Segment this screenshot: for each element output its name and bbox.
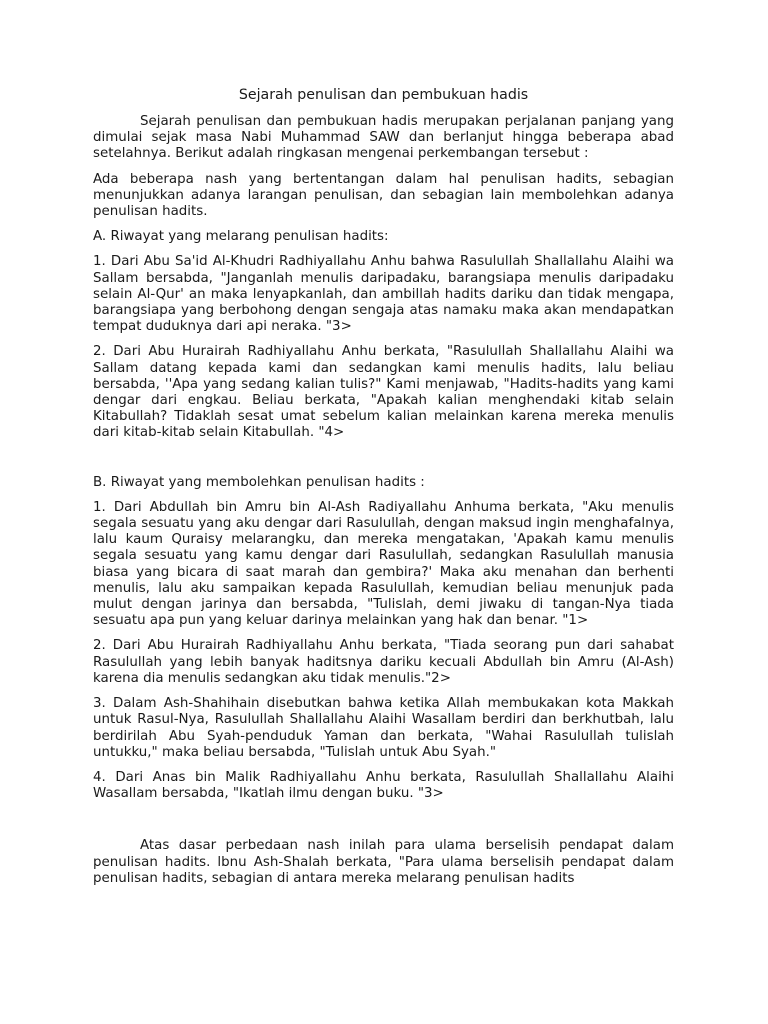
closing-paragraph: Atas dasar perbedaan nash inilah para ulama berselisih pendapat dalam penulisan hadits. lbnu Ash-Shalah berkata, "Para ulama berselisih pendapat dalam penulisan hadits, sebagian di antara mereka melarang penulisan hadits xyxy=(93,838,674,886)
section-a-heading: A. Riwayat yang melarang penulisan hadits: xyxy=(93,229,389,245)
nash-paragraph: Ada beberapa nash yang bertentangan dalam hal penulisan hadits, sebagian menunjukkan adanya larangan penulisan, dan sebagian lain membolehkan adanya penulisan hadits. xyxy=(93,171,674,220)
intro-paragraph: Sejarah penulisan dan pembukuan hadis merupakan perjalanan panjang yang dimulai sejak masa Nabi Muhammad SAW dan berlanjut hingga beberapa abad setelahnya. Berikut adalah ringkasan mengenai perkembangan tersebut : xyxy=(93,114,674,162)
section-b-item-1: 1. Dari Abdullah bin Amru bin Al-Ash Radiyallahu Anhuma berkata, "Aku menulis segala sesuatu yang aku dengar dari Rasulullah, dengan maksud ingin menghafalnya, lalu kaum Quraisy melarangku, dan mereka mengatakan, 'Apakah kamu menulis segala sesuatu yang kamu dengar dari Rasulullah, sedangkan Rasulullah manusia biasa yang bicara di saat marah dan gembira?' Maka aku menahan dan berhenti menulis, lalu aku sampaikan kepada Rasulullah, kemudian beliau menunjuk pada mulut dengan jarinya dan bersabda, "Tulislah, demi jiwaku di tangan-Nya tiada sesuatu apa pun yang keluar darinya melainkan yang hak dan benar. "1> xyxy=(93,499,674,629)
section-b-item-3: 3. Dalam Ash-Shahihain disebutkan bahwa ketika Allah membukakan kota Makkah untuk Rasul-Nya, Rasulullah Shallallahu Alaihi Wasallam berdiri dan berkhutbah, lalu berdirilah Abu Syah-penduduk Yaman dan berkata, "Wahai Rasulullah tulislah untukku," maka beliau bersabda, "Tulislah untuk Abu Syah." xyxy=(93,696,674,760)
section-a-item-1: 1. Dari Abu Sa'id Al-Khudri Radhiyallahu Anhu bahwa Rasulullah Shallallahu Alaihi wa Sallam bersabda, "Janganlah menulis daripadaku, barangsiapa menulis daripadaku selain Al-Qur' an maka lenyapkanlah, dan ambillah hadits dariku dan tidak mengapa, barangsiapa yang berbohong dengan sengaja atas namaku maka akan mendapatkan tempat duduknya dari api neraka. "3> xyxy=(93,254,674,335)
document-title: Sejarah penulisan dan pembukuan hadis xyxy=(238,87,529,103)
section-b-item-2: 2. Dari Abu Hurairah Radhiyallahu Anhu berkata, "Tiada seorang pun dari sahabat Rasulullah yang lebih banyak haditsnya dariku kecuali Abdullah bin Amru (Al-Ash) karena dia menulis sedangkan aku tidak menulis."2> xyxy=(93,638,674,686)
section-b-heading: B. Riwayat yang membolehkan penulisan hadits : xyxy=(93,474,425,490)
section-b-item-4: 4. Dari Anas bin Malik Radhiyallahu Anhu berkata, Rasulullah Shallallahu Alaihi Wasallam bersabda, "Ikatlah ilmu dengan buku. "3> xyxy=(93,769,674,802)
document-page xyxy=(93,86,674,896)
section-a-item-2: 2. Dari Abu Hurairah Radhiyallahu Anhu berkata, "Rasulullah Shallallahu Alaihi wa Sallam datang kepada kami dan sedangkan kami menulis hadits, lalu beliau bersabda, ''Apa yang sedang kalian tulis?" Kami menjawab, "Hadits-hadits yang kami dengar dari engkau. Beliau berkata, "Apakah kalian menghendaki kitab selain Kitabullah? Tidaklah sesat umat sebelum kalian melainkan karena mereka menulis dari kitab-kitab selain Kitabullah. "4> xyxy=(93,344,674,441)
